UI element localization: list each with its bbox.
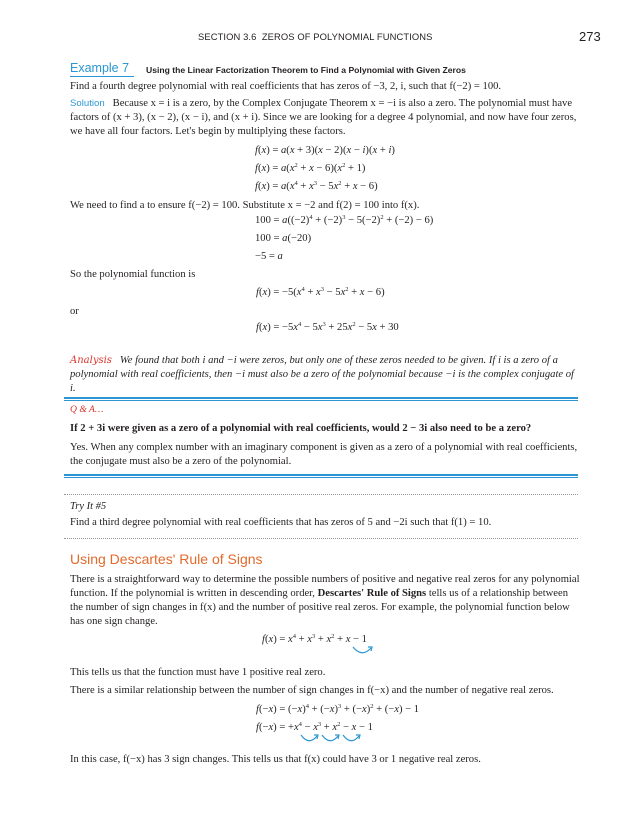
section-number: SECTION 3.6 [198,31,257,42]
conclusion: In this case, f(−x) has 3 sign changes. This tells us that f(x) could have 3 or 1 negative real zeros. [70,754,481,765]
solution-label: Solution [70,98,105,109]
equation-solve-a: −5 = a [255,251,283,262]
equation-factors: f(x) = a(x + 3)(x − 2)(x − i)(x + i) [255,145,395,156]
descartes-intro [70,573,580,629]
so-paragraph: So the polynomial function is [70,269,196,280]
descartes-rule-name: Descartes' Rule of Signs [317,588,427,599]
sign-change-arrow [350,644,380,660]
qa-bottom-rule-thin [64,477,578,478]
equation-expanded: $f(x) = a(x^4 + x^3 - 5x^2 + x - 6)$ [255,180,378,192]
equation-substitute: $100 = a((-2)^4 + (-2)^3 - 5(-2)^2 + (-2) - 6)$ [255,214,434,226]
equation-result-factored: $f(x) = -5(x^4 + x^3 - 5x^2 + x - 6)$ [256,286,385,298]
qa-label: Q & A… [70,404,104,415]
qa-question: If 2 + 3i were given as a zero of a polynomial with real coefficients, would 2 − 3i also need to be a zero? [70,423,532,434]
equation-negative-substitution: $f(-x) = (-x)^4 + (-x)^3 + (-x)^2 + (-x) - 1$ [256,703,420,715]
running-header [198,31,432,42]
analysis-text: We found that both i and −i were zeros, but only one of these zeros needed to be given. If i is a zero of a polynomial with real coefficients, then −i must also be a zero of the polynomial because −i is the complex conjugate of i. [70,355,574,394]
example-label: Example 7 [70,61,130,75]
qa-top-rule [64,397,578,399]
example-problem: Find a fourth degree polynomial with real coefficients that has zeros of −3, 2, i, such that f(−2) = 100. [70,81,502,92]
qa-answer: Yes. When any complex number with an imaginary component is given as a zero of a polynomial with real coefficients, the conjugate must also be a zero of the polynomial. [70,442,578,467]
analysis-paragraph [70,354,580,396]
descartes-intro-part2: tells us of a relationship between the number of sign changes in f(x) and the number of positive real zeros. For example, the polynomial function below has one sign change. [70,588,570,627]
positive-result: This tells us that the function must have 1 positive real zero. [70,667,326,678]
section-title: ZEROS OF POLYNOMIAL FUNCTIONS [261,31,433,42]
equation-negative-simplified: $f(-x) = +x^4 - x^3 + x^2 - x - 1$ [256,721,373,733]
sign-change-arrows [298,732,368,748]
negative-intro: There is a similar relationship between the number of sign changes in f(−x) and the number of negative real zeros. [70,685,554,696]
example-title: Using the Linear Factorization Theorem to Find a Polynomial with Given Zeros [146,65,466,75]
try-it-bottom-rule [64,538,578,539]
solution-text: Because x = i is a zero, by the Complex Conjugate Theorem x = −i is also a zero. The polynomial must have factors of (x + 3), (x − 2), (x − i), and (x + i). Since we are looking for a degree 4 polynomial, and now have four zeros, we have all four factors. Let's begin by multiplying these factors. [70,98,577,137]
try-it-top-rule [64,494,578,495]
descartes-intro-part1: There is a straightforward way to determine the possible numbers of positive and negative real zeros for any polynomial function. If the polynomial is written in descending order, [70,574,580,599]
or-text: or [70,306,79,317]
try-it-text: Find a third degree polynomial with real coefficients that has zeros of 5 and −2i such that f(1) = 10. [70,517,492,528]
try-it-label: Try It #5 [70,501,107,512]
equation-partial: $f(x) = a(x^2 + x - 6)(x^2 + 1)$ [255,162,366,174]
equation-result-expanded: $f(x) = -5x^4 - 5x^3 + 25x^2 - 5x + 30$ [256,321,399,333]
qa-top-rule-thin [64,400,578,401]
analysis-label: Analysis [70,355,112,366]
equation-simplify: 100 = a(−20) [255,233,312,244]
page-number: 273 [579,29,601,44]
equation-positive-example: $f(x) = x^4 + x^3 + x^2 + x - 1$ [262,633,367,645]
qa-bottom-rule [64,474,578,476]
example-underline [70,76,134,77]
need-paragraph: We need to find a to ensure f(−2) = 100. Substitute x = −2 and f(2) = 100 into f(x). [70,200,420,211]
solution-paragraph [70,97,580,139]
section-heading: Using Descartes' Rule of Signs [70,551,263,567]
